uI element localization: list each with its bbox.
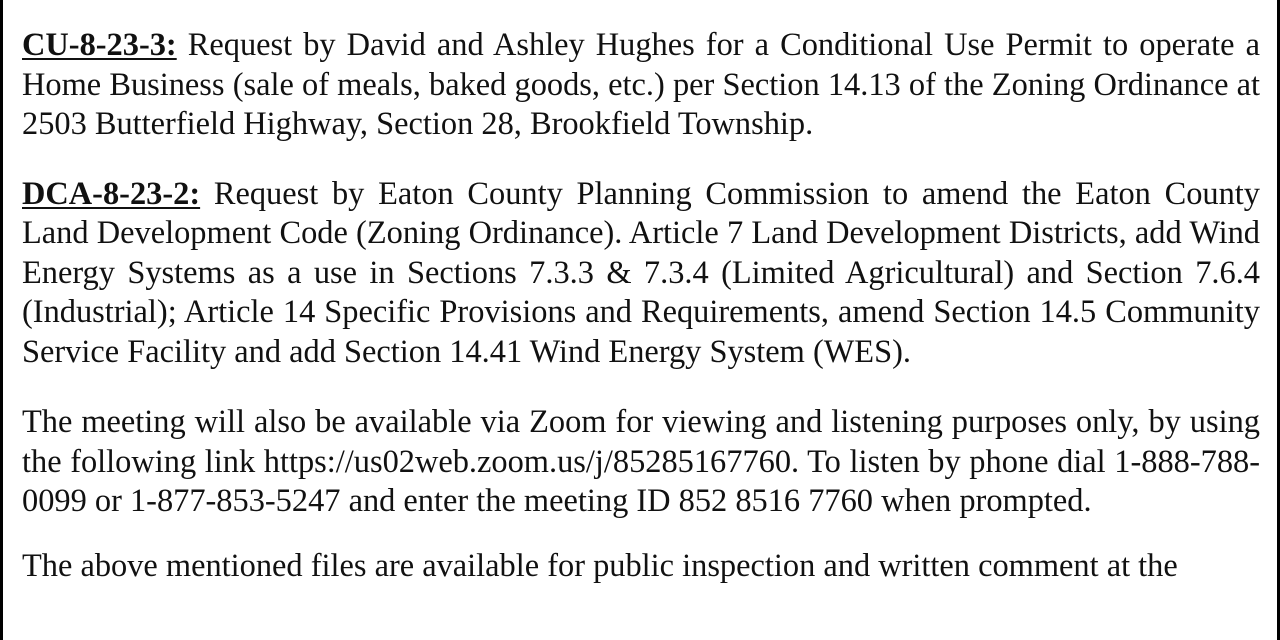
notice-text: Request by David and Ashley Hughes for a Conditional Use Permit to operate a Home Business (sale of meals, baked goods, etc.) per Section 14.13 of the Zoning Ordinance at 2503 Butterfield Highway, Section 28, Brookfield Township. — [22, 27, 1260, 142]
zoom-meeting-paragraph: The meeting will also be available via Zoom for viewing and listening purposes only, by using the following link https://us02web.zoom.us/j/85285167760. To listen by phone dial 1-888-788-0099 or 1-877-853-5247 and enter the meeting ID 852 8516 7760 when prompted. — [22, 404, 1260, 519]
case-id: DCA-8-23-2: — [22, 175, 201, 212]
files-availability-paragraph: The above mentioned files are available for public inspection and written comment at the — [22, 547, 1178, 584]
notice-text: Request by Eaton County Planning Commission to amend the Eaton County Land Development Code (Zoning Ordinance). Article 7 Land Development Districts, add Wind Energy Systems as a use in Sections 7.3.3 & 7.3.4 (Limited Agricultural) and Section 7.6.4 (Industrial); Article 14 Specific Provisions and Requirements, amend Section 14.5 Community Service Facility and add Section 14.41 Wind Energy System (WES). — [22, 175, 1260, 370]
public-notice-body — [22, 26, 1260, 586]
notice-item-dca-8-23-2 — [22, 175, 1260, 373]
notice-item-cu-8-23-3 — [22, 26, 1260, 145]
case-id: CU-8-23-3: — [22, 27, 177, 63]
left-border — [0, 0, 3, 640]
